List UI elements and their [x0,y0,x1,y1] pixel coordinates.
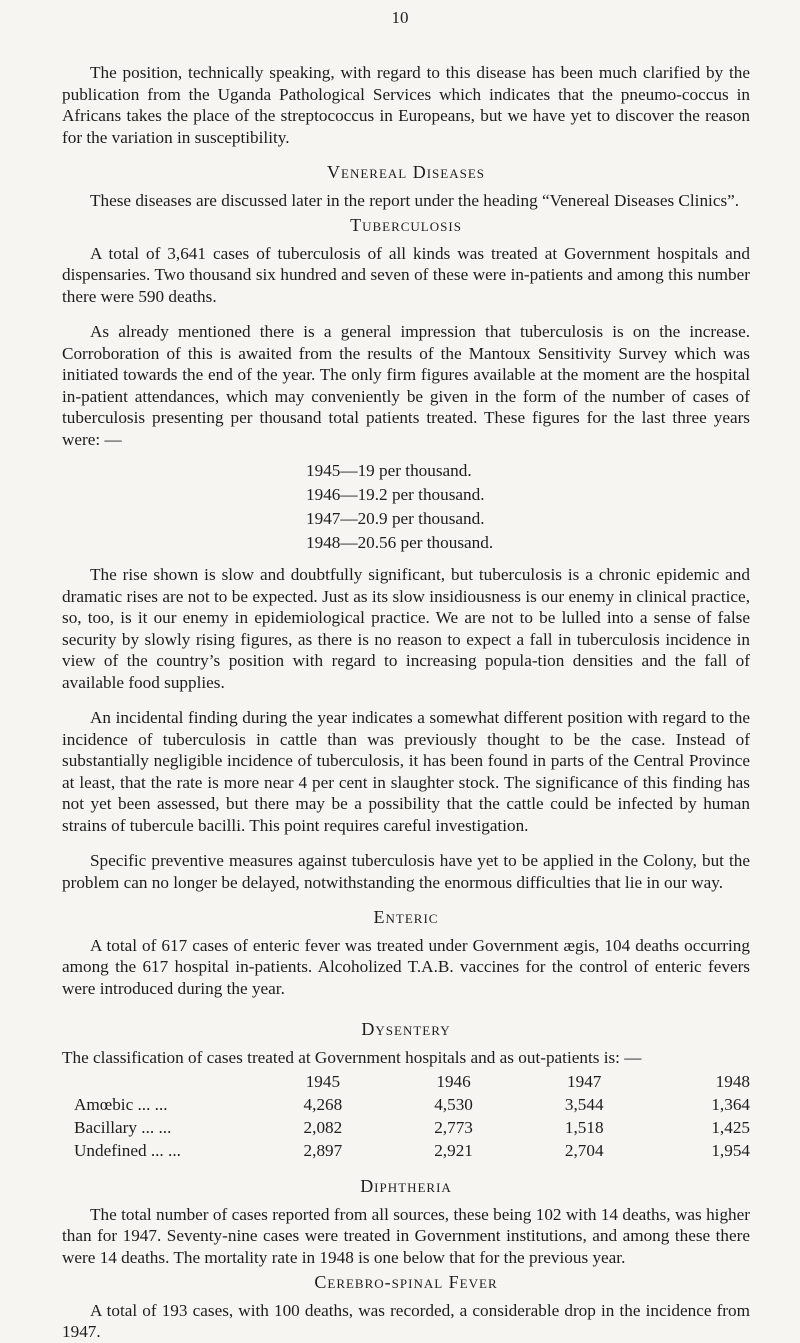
tuberculosis-rates-list [306,459,750,555]
row-label: Undefined ... ... [74,1140,181,1160]
table-cell: 2,773 [434,1117,473,1137]
dysentery-table [74,1070,750,1162]
tuberculosis-paragraph-4: An incidental finding during the year indicates a somewhat different position with regard to the incidence of tuberculosis in cattle than was previously thought to be the case. Instead of substantially negligible incidence of tuberculosis, it has been found in parts of the Central Province at least, that the rate is more near 4 per cent in slaughter stock. The significance of this finding has not yet been assessed, but there may be a possibility that the cattle could be infected by human strains of tubercule bacilli. This point requires careful investigation. [62,708,750,835]
cerebro-spinal-heading: Cerebro-spinal Fever [314,1272,498,1292]
rate-line: 1946—19.2 per thousand. [306,485,485,504]
table-cell: 1,364 [711,1094,750,1114]
page-body [62,62,750,1343]
venereal-paragraph: These diseases are discussed later in the report under the heading “Venereal Diseases Clinics”. [90,190,740,210]
table-cell: 2,704 [564,1140,604,1160]
rate-line: 1947—20.9 per thousand. [306,509,485,528]
table-cell: 1,954 [711,1140,750,1160]
table-cell: 2,082 [303,1117,343,1137]
tuberculosis-heading: Tuberculosis [350,215,462,235]
table-cell: 4,530 [434,1094,473,1114]
enteric-paragraph: A total of 617 cases of enteric fever was treated under Government ægis, 104 deaths occurring among the 617 hospital in-patients. Alcoholized T.A.B. vaccines for the control of enteric fevers were introduced during the year. [62,935,750,998]
venereal-heading: Venereal Diseases [327,162,485,182]
year-header: 1946 [436,1071,471,1091]
table-cell: 2,897 [303,1140,343,1160]
dysentery-heading: Dysentery [361,1019,451,1039]
table-cell: 1,425 [711,1117,750,1137]
tuberculosis-paragraph-2: As already mentioned there is a general impression that tuberculosis is on the increase. Corroboration of this is awaited from the results of the Mantoux Sensitivity Survey which was initiated towards the end of the year. The only firm figures available at the moment are the hospital in-patient attendances, which may conveniently be given in the form of the number of cases of tuberculosis presenting per thousand total patients treated. These figures for the last three years were: — [62,322,750,449]
table-header-row [74,1070,750,1093]
row-label: Bacillary ... ... [74,1117,172,1137]
rate-line: 1948—20.56 per thousand. [306,533,494,552]
diphtheria-heading: Diphtheria [360,1176,452,1196]
row-label: Amœbic ... ... [74,1094,168,1114]
year-header: 1948 [715,1071,750,1091]
dysentery-intro: The classification of cases treated at Government hospitals and as out-patients is: — [62,1047,642,1067]
page-number: 10 [391,8,409,27]
year-header: 1947 [567,1071,602,1091]
enteric-heading: Enteric [373,907,439,927]
cerebro-spinal-paragraph: A total of 193 cases, with 100 deaths, was recorded, a considerable drop in the incidence from 1947. [62,1300,750,1341]
table-row [74,1116,750,1139]
table-cell: 4,268 [303,1094,343,1114]
table-cell: 3,544 [564,1094,604,1114]
year-header: 1945 [305,1071,341,1091]
rate-line: 1945—19 per thousand. [306,461,472,480]
diphtheria-paragraph: The total number of cases reported from all sources, these being 102 with 14 deaths, was higher than for 1947. Seventy-nine cases were treated in Government institutions, and among these there were 14 deaths. The mortality rate in 1948 is one below that for the previous year. [62,1204,750,1267]
table-row [74,1139,750,1162]
tuberculosis-paragraph-1: A total of 3,641 cases of tuberculosis of all kinds was treated at Government hospitals and dispensaries. Two thousand six hundred and seven of these were in-patients and among this number there were 590 deaths. [62,243,750,306]
intro-paragraph: The position, technically speaking, with regard to this disease has been much clarified by the publication from the Uganda Pathological Services which indicates that the pneumo-coccus in Africans takes the place of the streptococcus in Europeans, but we have yet to discover the reason for the variation in susceptibility. [62,63,750,147]
table-row [74,1093,750,1116]
table-cell: 1,518 [564,1117,604,1137]
tuberculosis-paragraph-3: The rise shown is slow and doubtfully significant, but tuberculosis is a chronic epidemic and dramatic rises are not to be expected. Just as its slow insidiousness is our enemy in clinical practice, so, too, is it our enemy in epidemiological practice. We are not to be lulled into a sense of false security by slowly rising figures, as there is no reason to expect a fall in tuberculosis incidence in view of the country’s position with regard to increasing popula-tion densities and the fall of available food supplies. [62,565,750,692]
tuberculosis-paragraph-5: Specific preventive measures against tuberculosis have yet to be applied in the Colony, but the problem can no longer be delayed, notwithstanding the enormous difficulties that lie in our way. [62,851,750,892]
table-cell: 2,921 [434,1140,473,1160]
